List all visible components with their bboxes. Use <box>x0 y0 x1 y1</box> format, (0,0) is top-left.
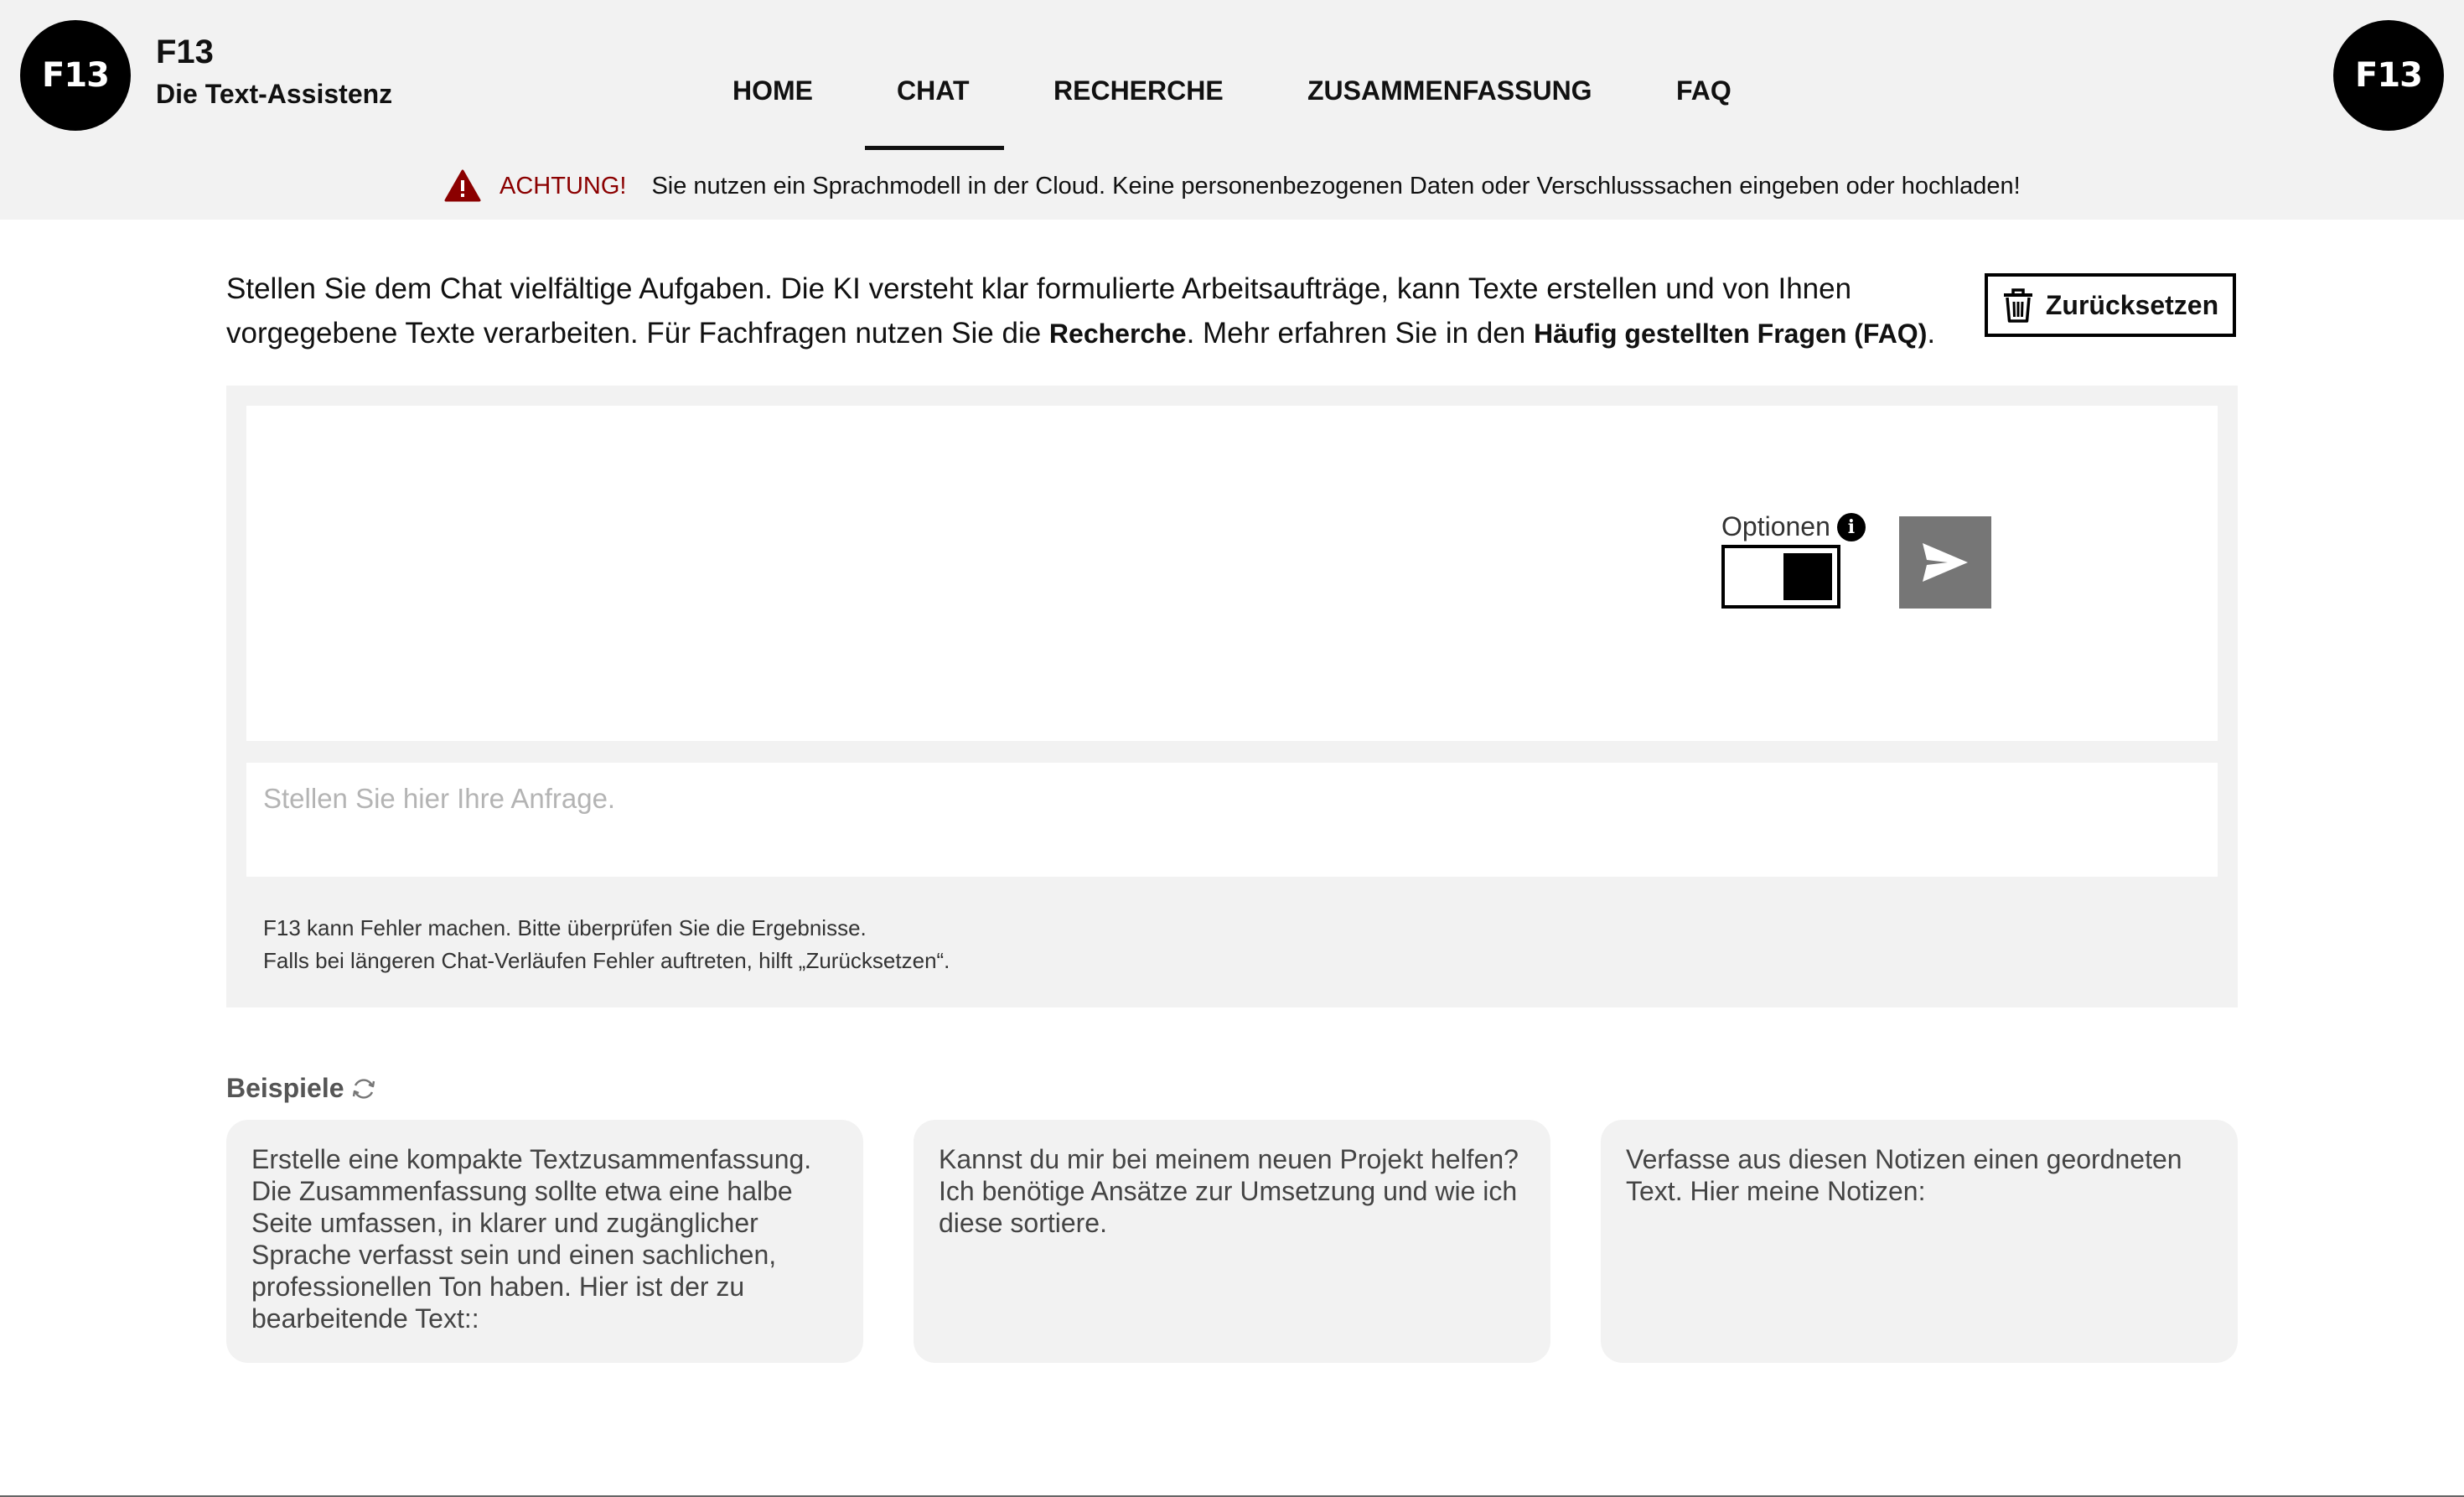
options-label-text: Optionen <box>1721 511 1830 541</box>
intro-text-part-3: . <box>1927 317 1936 350</box>
header <box>0 0 2464 220</box>
link-faq[interactable]: Häufig gestellten Fragen (FAQ) <box>1533 319 1928 349</box>
send-icon <box>1921 541 1970 583</box>
nav-item-zusammenfassung[interactable]: ZUSAMMENFASSUNG <box>1307 75 1592 106</box>
nav-item-recherche[interactable]: RECHERCHE <box>1053 75 1224 106</box>
disclaimer-line-1: F13 kann Fehler machen. Bitte überprüfen Sie die Ergebnisse. <box>263 915 867 940</box>
reset-button[interactable] <box>1985 273 2236 337</box>
example-card-2[interactable]: Kannst du mir bei meinem neuen Projekt helfen? Ich benötige Ansätze zur Umsetzung und wie ich diese sortiere. <box>914 1120 1550 1363</box>
example-card-3[interactable]: Verfasse aus diesen Notizen einen geordneten Text. Hier meine Notizen: <box>1601 1120 2238 1363</box>
info-icon[interactable]: i <box>1837 513 1866 541</box>
chat-disclaimer <box>263 912 950 977</box>
refresh-icon[interactable] <box>351 1076 376 1101</box>
chat-input[interactable] <box>246 763 2218 877</box>
nav-item-faq[interactable]: FAQ <box>1676 75 1732 106</box>
logo-left[interactable]: F13 <box>20 20 131 131</box>
toggle-knob <box>1783 553 1832 600</box>
logo-right[interactable]: F13 <box>2333 20 2444 131</box>
examples-title: Beispiele <box>226 1073 344 1103</box>
warning-text: Sie nutzen ein Sprachmodell in der Cloud. Keine personenbezogenen Daten oder Verschlusssachen eingeben oder hochladen! <box>651 172 2021 199</box>
warning-triangle-icon <box>444 169 481 203</box>
trash-icon <box>2002 287 2034 323</box>
example-card-1[interactable]: Erstelle eine kompakte Textzusammenfassung. Die Zusammenfassung sollte etwa eine halbe Seite umfassen, in klarer und zugänglicher Sprache verfasst sein und einen sachlichen, professionellen Ton haben. Hier ist der zu bearbeitende Text:: <box>226 1120 863 1363</box>
brand-subtitle: Die Text-Assistenz <box>156 79 393 109</box>
brand-name: F13 <box>156 34 214 70</box>
cloud-warning <box>444 169 2021 203</box>
intro-text <box>226 267 1953 356</box>
warning-label: ACHTUNG! <box>500 172 627 199</box>
send-button[interactable] <box>1899 516 1991 609</box>
link-recherche[interactable]: Recherche <box>1048 319 1187 349</box>
options-toggle[interactable] <box>1721 545 1840 609</box>
intro-text-part-2: . Mehr erfahren Sie in den <box>1186 317 1534 350</box>
chat-panel <box>226 386 2238 1007</box>
nav-item-chat[interactable]: CHAT <box>897 75 970 106</box>
reset-button-label: Zurücksetzen <box>2045 289 2219 320</box>
nav-item-home[interactable]: HOME <box>732 75 813 106</box>
disclaimer-line-2: Falls bei längeren Chat-Verläufen Fehler auftreten, hilft „Zurücksetzen“. <box>263 948 950 973</box>
examples-heading <box>226 1073 376 1104</box>
options-label <box>1721 511 1866 542</box>
nav-active-indicator <box>865 146 1004 150</box>
intro-text-part-1: Stellen Sie dem Chat vielfältige Aufgaben. Die KI versteht klar formulierte Arbeitsaufträge, kann Texte erstellen und von Ihnen vorgegebene Texte verarbeiten. Für Fachfragen nutzen Sie die <box>226 272 1852 350</box>
